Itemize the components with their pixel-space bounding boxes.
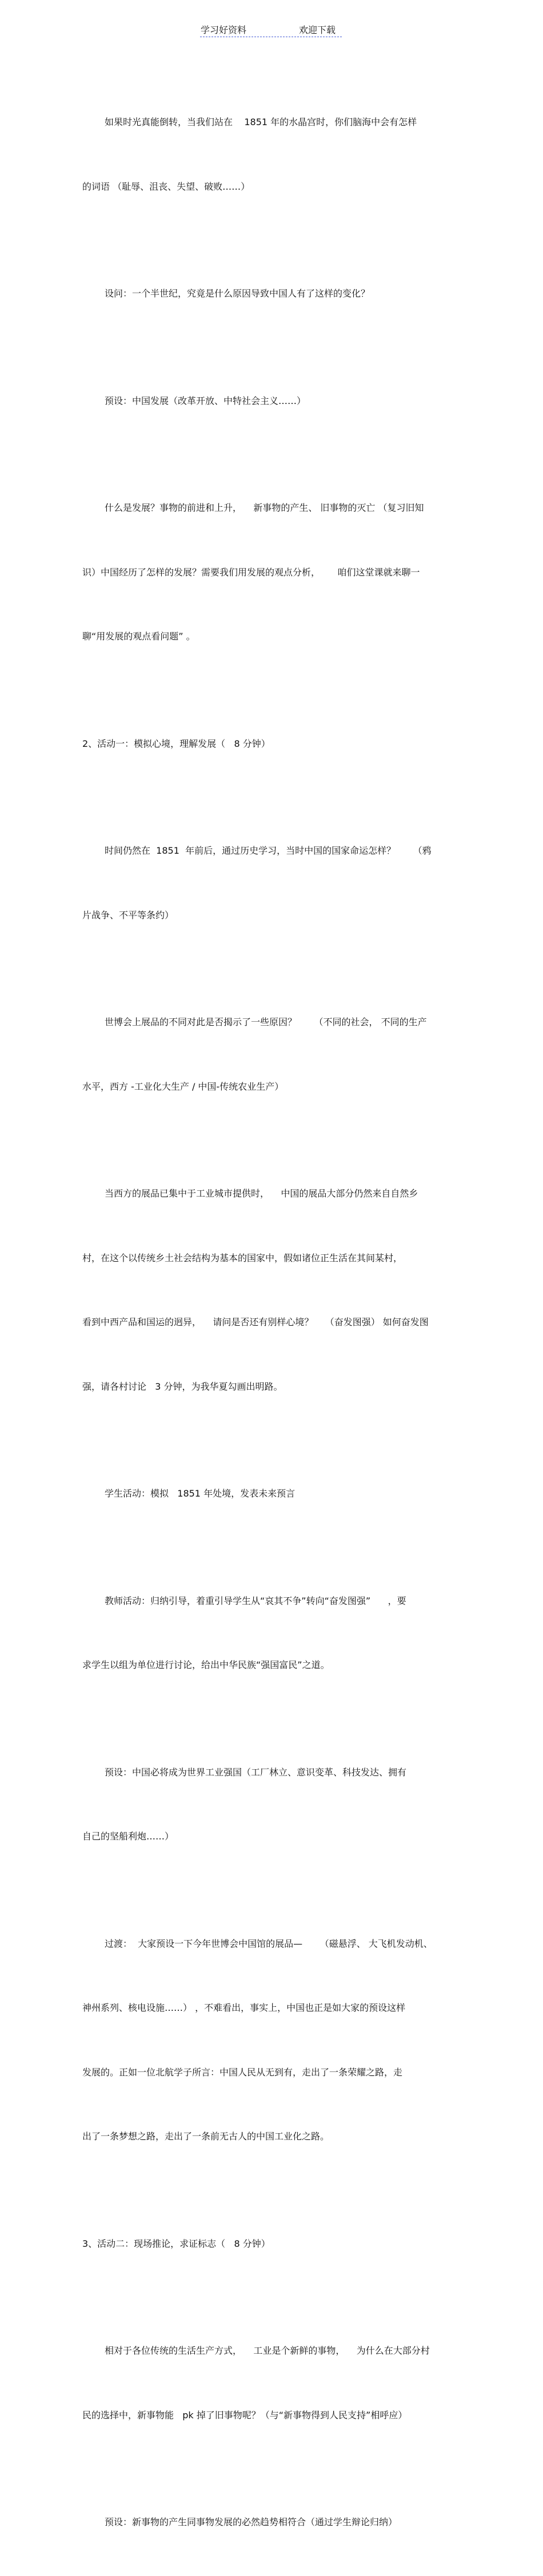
- text-line: 神州系列、核电设施……） ，不难看出，事实上，中国也正是如大家的预设这样: [82, 2002, 406, 2013]
- text-line: 2、活动一：模拟心境，理解发展（ 8 分钟）: [82, 738, 270, 749]
- paragraph-history: [82, 797, 465, 969]
- header-right-text: 欢迎下载: [299, 25, 336, 35]
- text-line: 识）中国经历了怎样的发展？需要我们用发展的观点分析， 咱们这堂课就来聊一: [82, 566, 420, 578]
- text-line: 学生活动：模拟 1851 年处境，发表未来预言: [105, 1488, 296, 1499]
- text-line: 看到中西产品和国运的迥异， 请问是否还有别样心境？ （奋发图强） 如何奋发图: [82, 1317, 429, 1327]
- text-line: 3、活动二：现场推论，求证标志（ 8 分钟）: [82, 2238, 270, 2249]
- header-left-text: 学习好资料: [201, 25, 247, 35]
- paragraph-crystal-palace: [82, 69, 465, 240]
- document-body: [82, 69, 465, 2576]
- paragraph-preset-industrial-power: [82, 1719, 465, 1890]
- section-heading-activity-two: [82, 2190, 465, 2298]
- text-line: 强，请各村讨论 3 分钟，为我华夏勾画出明路。: [82, 1381, 283, 1392]
- paragraph-student-activity: [82, 1440, 465, 1547]
- text-line: 的词语 （耻辱、沮丧、失望、破败……）: [82, 181, 250, 192]
- paragraph-teacher-activity: [82, 1547, 465, 1719]
- text-line: 设问：一个半世纪，究竟是什么原因导致中国人有了这样的变化？: [105, 288, 370, 299]
- text-line: 水平，西方 -工业化大生产 / 中国-传统农业生产）: [82, 1081, 284, 1092]
- text-line: 聊“用发展的观点看问题” 。: [82, 631, 195, 642]
- text-line: 当西方的展品已集中于工业城市提供时， 中国的展品大部分仍然来自自然乡: [105, 1188, 418, 1199]
- paragraph-what-is-development: [82, 454, 465, 690]
- text-line: 预设：新事物的产生同事物发展的必然趋势相符合（通过学生辩论归纳）: [105, 2517, 398, 2527]
- paragraph-preset-development: [82, 347, 465, 455]
- text-line: 相对于各位传统的生活生产方式， 工业是个新鲜的事物， 为什么在大部分村: [105, 2345, 430, 2356]
- paragraph-preset-trend: [82, 2469, 465, 2576]
- text-line: 教师活动：归纳引导，着重引导学生从“哀其不争”转向“奋发图强” ，要: [105, 1595, 406, 1606]
- text-line: 预设：中国发展（改革开放、中特社会主义……）: [105, 395, 306, 406]
- text-line: 出了一条梦想之路，走出了一条前无古人的中国工业化之路。: [82, 2131, 330, 2142]
- text-line: 自己的坚船利炮……）: [82, 1831, 174, 1842]
- text-line: 片战争、不平等条约）: [82, 909, 174, 921]
- page-header: [0, 24, 543, 38]
- text-line: 过渡： 大家预设一下今年世博会中国馆的展品— （磁悬浮、 大飞机发动机、: [105, 1938, 433, 1949]
- paragraph-expo-exhibits: [82, 969, 465, 1140]
- section-heading-activity-one: [82, 690, 465, 798]
- paragraph-transition: [82, 1890, 465, 2190]
- paragraph-question: [82, 240, 465, 347]
- text-line: 世博会上展品的不同对此是否揭示了一些原因？ （不同的社会， 不同的生产: [105, 1017, 427, 1027]
- paragraph-village-discussion: [82, 1140, 465, 1440]
- text-line: 预设：中国必将成为世界工业强国（工厂林立、意识变革、科技发达、拥有: [105, 1766, 407, 1778]
- text-line: 民的选择中，新事物能 pk 掉了旧事物呢？（与“新事物得到人民支持”相呼应）: [82, 2409, 408, 2421]
- text-line: 如果时光真能倒转，当我们站在 1851 年的水晶宫时，你们脑海中会有怎样: [105, 117, 417, 127]
- text-line: 什么是发展？事物的前进和上升， 新事物的产生、 旧事物的灭亡 （复习旧知: [105, 502, 424, 513]
- text-line: 时间仍然在 1851 年前后，通过历史学习，当时中国的国家命运怎样？ （鸦: [105, 845, 432, 856]
- paragraph-new-things: [82, 2297, 465, 2469]
- text-line: 发展的。正如一位北航学子所言：中国人民从无到有，走出了一条荣耀之路，走: [82, 2066, 403, 2078]
- text-line: 村，在这个以传统乡土社会结构为基本的国家中，假如诸位正生活在其间某村，: [82, 1252, 403, 1263]
- text-line: 求学生以组为单位进行讨论，给出中华民族“强国富民”之道。: [82, 1659, 330, 1670]
